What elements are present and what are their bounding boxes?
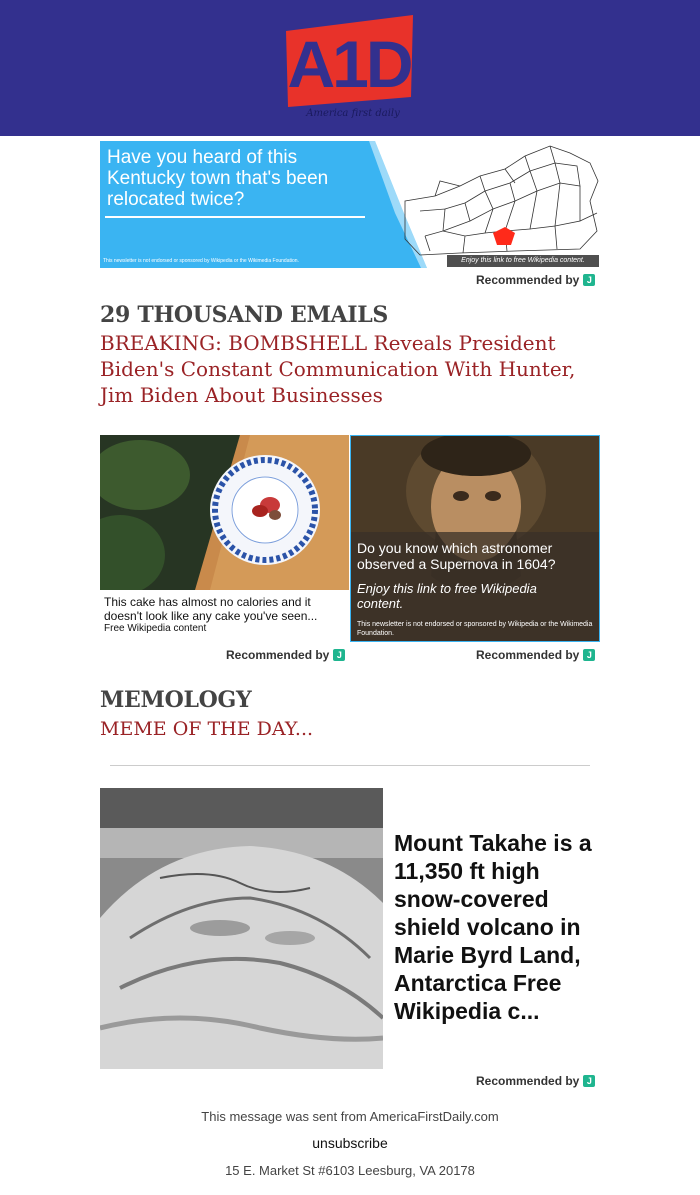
ad-kentucky-headline: Have you heard of this Kentucky town that's been relocated twice? [107, 147, 329, 210]
recommended-by-astronomer[interactable] [476, 648, 595, 662]
ad-kentucky-disclaimer: This newsletter is not endorsed or sponsored by Wikipedia or the Wikimedia Foundation. [103, 258, 299, 264]
ad-astronomer[interactable] [350, 435, 600, 642]
ad-kentucky-enjoy-label: Enjoy this link to free Wikipedia content. [447, 255, 599, 267]
memology-kicker: MEMOLOGY [100, 687, 252, 713]
logo-letters: A1D [287, 27, 411, 101]
unsubscribe-link[interactable]: unsubscribe [312, 1135, 388, 1151]
story-kicker: 29 THOUSAND EMAILS [100, 302, 389, 328]
recommended-by-kentucky[interactable] [476, 273, 595, 287]
ad-cake-caption[interactable] [104, 595, 344, 635]
memology-headline-link[interactable]: MEME OF THE DAY... [100, 718, 314, 740]
footer-sent-from: This message was sent from AmericaFirstDaily.com [201, 1109, 499, 1124]
ad-astronomer-disclaimer: This newsletter is not endorsed or sponsored by Wikipedia or the Wikimedia Foundation. [357, 621, 593, 637]
recommended-by-label: Recommended by [226, 648, 330, 662]
recommender-logo-icon: J [583, 274, 595, 286]
ad-kentucky-underline [105, 216, 373, 218]
recommender-logo-icon: J [583, 1075, 595, 1087]
ad-cake-image[interactable] [100, 435, 349, 590]
mount-takahe-image[interactable] [100, 788, 383, 1069]
section-divider [110, 765, 590, 766]
recommender-logo-icon: J [333, 649, 345, 661]
ad-kentucky-town[interactable] [100, 141, 600, 268]
ad-astronomer-enjoy: Enjoy this link to free Wikipedia content. [357, 581, 537, 611]
recommended-by-label: Recommended by [476, 648, 580, 662]
logo-tagline: America first daily [306, 108, 400, 119]
logo-graphic [283, 15, 417, 121]
header-banner [0, 0, 700, 136]
footer-address: 15 E. Market St #6103 Leesburg, VA 20178 [225, 1163, 475, 1178]
recommended-by-label: Recommended by [476, 273, 580, 287]
ad-cake-source: Free Wikipedia content [104, 623, 207, 634]
story-headline-link[interactable]: BREAKING: BOMBSHELL Reveals President Biden's Constant Communication With Hunter, Jim Biden About Businesses [100, 331, 576, 407]
recommended-by-takahe[interactable] [476, 1074, 595, 1088]
ad-cake-caption-text: This cake has almost no calories and it doesn't look like any cake you've seen... [104, 595, 318, 623]
recommended-by-cake[interactable] [226, 648, 345, 662]
recommender-logo-icon: J [583, 649, 595, 661]
ad-astronomer-question: Do you know which astronomer observed a Supernova in 1604? [357, 540, 556, 572]
recommended-by-label: Recommended by [476, 1074, 580, 1088]
kentucky-map-image [365, 141, 600, 268]
mount-takahe-title-link[interactable]: Mount Takahe is a 11,350 ft high snow-covered shield volcano in Marie Byrd Land, Antarctica Free Wikipedia c... [394, 830, 592, 1024]
astronomer-portrait-image [351, 436, 600, 642]
site-logo[interactable] [283, 15, 417, 121]
